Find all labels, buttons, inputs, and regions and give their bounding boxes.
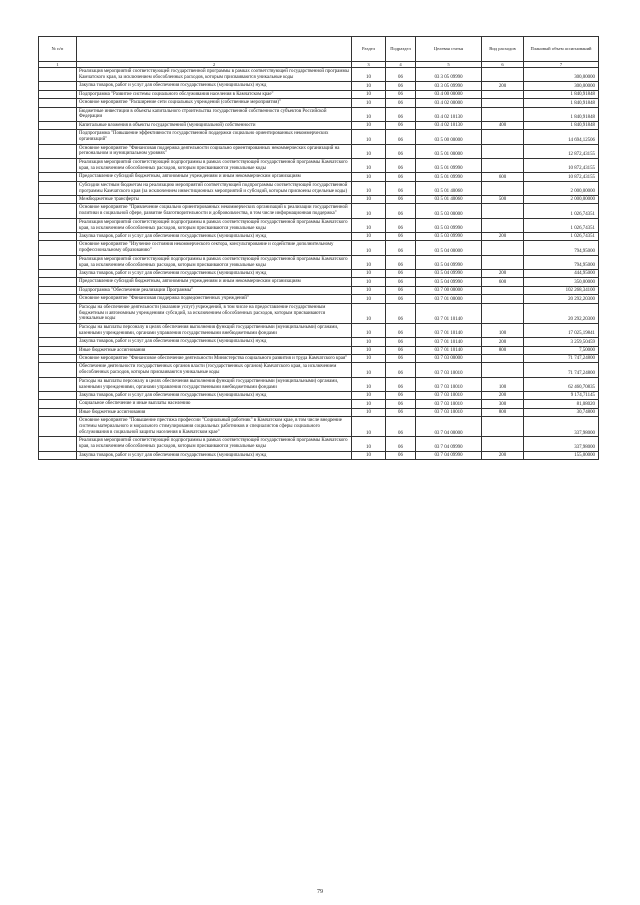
row-target-article-cell: 03 7 03 00000: [416, 354, 482, 362]
row-name-cell: Реализация мероприятий соответствующей подпрограммы в рамках соответствующей государственной программы Камчатского края, за исключением обособленных расходов, которым присваиваются уникальные коды: [77, 158, 352, 172]
header-razdel: Раздел: [352, 37, 386, 62]
row-section-cell: 10: [352, 437, 386, 451]
row-section-cell: 10: [352, 295, 386, 303]
table-row: [39, 278, 599, 286]
table-row: [39, 400, 599, 408]
row-amount-cell: 1 840,91848: [524, 121, 599, 129]
row-expense-type-cell: [482, 417, 524, 437]
row-target-article-cell: 03 5 01 09990: [416, 173, 482, 181]
row-amount-cell: 71 747,24800: [524, 363, 599, 377]
row-section-cell: 10: [352, 303, 386, 323]
row-amount-cell: 9 174,71145: [524, 391, 599, 399]
column-number: 2: [77, 62, 352, 68]
row-subsection-cell: 06: [386, 346, 416, 354]
row-section-cell: 10: [352, 99, 386, 107]
row-target-article-cell: 03 5 00 00000: [416, 130, 482, 144]
row-number-cell: [39, 218, 77, 232]
row-subsection-cell: 06: [386, 278, 416, 286]
row-name-cell: Закупка товаров, работ и услуг для обеспечения государственных (муниципальных) нужд: [77, 232, 352, 240]
row-number-cell: [39, 204, 77, 218]
row-expense-type-cell: 500: [482, 195, 524, 203]
row-expense-type-cell: 300: [482, 400, 524, 408]
table-row: [39, 130, 599, 144]
row-expense-type-cell: [482, 68, 524, 82]
row-number-cell: [39, 286, 77, 294]
row-name-cell: Иные бюджетные ассигнования: [77, 408, 352, 416]
budget-allocation-table: [38, 36, 599, 460]
row-subsection-cell: 06: [386, 338, 416, 346]
row-number-cell: [39, 173, 77, 181]
row-section-cell: 10: [352, 377, 386, 391]
row-number-cell: [39, 278, 77, 286]
row-name-cell: Основное мероприятие "Привлечение социально ориентированных некоммерческих организаций к реализации государственной политики в социальной сфере, развитие благотворительности и добровольчества, в том числе информационная поддержка": [77, 204, 352, 218]
row-amount-cell: 102 268,34100: [524, 286, 599, 294]
row-amount-cell: 10 872,43155: [524, 158, 599, 172]
row-subsection-cell: 06: [386, 363, 416, 377]
row-expense-type-cell: 200: [482, 391, 524, 399]
header-planned-amount: Плановый объем ассигнований: [524, 37, 599, 62]
row-target-article-cell: 03 7 03 10010: [416, 408, 482, 416]
row-target-article-cell: 03 4 02 00000: [416, 99, 482, 107]
row-name-cell: Подпрограмма "Повышение эффективности государственной поддержки социально ориентированных некоммерческих организаций": [77, 130, 352, 144]
row-section-cell: 10: [352, 391, 386, 399]
row-target-article-cell: 03 5 03 00000: [416, 204, 482, 218]
row-expense-type-cell: 100: [482, 323, 524, 337]
row-amount-cell: 3 259,50459: [524, 338, 599, 346]
table-row: [39, 232, 599, 240]
row-number-cell: [39, 195, 77, 203]
row-section-cell: 10: [352, 218, 386, 232]
row-subsection-cell: 06: [386, 68, 416, 82]
row-name-cell: Расходы на выплаты персоналу в целях обеспечения выполнения функций государственными (муниципальными) органами, казенными учреждениями, органами управления государственными внебюджетными фондами: [77, 323, 352, 337]
row-expense-type-cell: [482, 437, 524, 451]
row-name-cell: Основное мероприятие "Изучение состояния некоммерческого сектора, консультирование и содействие дополнительному профессиональному образованию": [77, 241, 352, 255]
row-number-cell: [39, 107, 77, 121]
row-target-article-cell: 03 7 03 10010: [416, 377, 482, 391]
row-section-cell: 10: [352, 173, 386, 181]
row-expense-type-cell: 600: [482, 173, 524, 181]
row-expense-type-cell: [482, 99, 524, 107]
table-row: [39, 417, 599, 437]
row-number-cell: [39, 82, 77, 90]
row-target-article-cell: 03 7 01 10140: [416, 323, 482, 337]
row-subsection-cell: 06: [386, 90, 416, 98]
column-number: 5: [416, 62, 482, 68]
column-number: 6: [482, 62, 524, 68]
row-subsection-cell: 06: [386, 241, 416, 255]
row-number-cell: [39, 354, 77, 362]
row-amount-cell: 2 000,00000: [524, 181, 599, 195]
row-target-article-cell: 03 4 02 10130: [416, 121, 482, 129]
row-number-cell: [39, 255, 77, 269]
row-expense-type-cell: [482, 181, 524, 195]
table-row: [39, 181, 599, 195]
row-expense-type-cell: [482, 354, 524, 362]
row-expense-type-cell: [482, 204, 524, 218]
row-section-cell: 10: [352, 68, 386, 82]
row-number-cell: [39, 90, 77, 98]
row-number-cell: [39, 363, 77, 377]
row-amount-cell: 1 840,91848: [524, 107, 599, 121]
row-target-article-cell: 03 5 01 40060: [416, 181, 482, 195]
row-subsection-cell: 06: [386, 195, 416, 203]
row-section-cell: 10: [352, 241, 386, 255]
row-expense-type-cell: 100: [482, 377, 524, 391]
table-body: [39, 68, 599, 460]
table-row: [39, 377, 599, 391]
row-amount-cell: 444,95000: [524, 269, 599, 277]
row-section-cell: 10: [352, 232, 386, 240]
row-amount-cell: 300,00000: [524, 82, 599, 90]
row-amount-cell: 1 840,91848: [524, 99, 599, 107]
row-name-cell: Реализация мероприятий соответствующей подпрограммы в рамках соответствующей государственной программы Камчатского края, за исключением обособленных расходов, которым присваиваются уникальные коды: [77, 437, 352, 451]
table-row: [39, 204, 599, 218]
row-amount-cell: 81,08020: [524, 400, 599, 408]
row-name-cell: Реализация мероприятий соответствующей подпрограммы в рамках соответствующей государственной программы Камчатского края, за исключением обособленных расходов, которым присваиваются уникальные коды: [77, 255, 352, 269]
row-expense-type-cell: 200: [482, 82, 524, 90]
row-subsection-cell: 06: [386, 99, 416, 107]
row-subsection-cell: 06: [386, 255, 416, 269]
row-name-cell: Закупка товаров, работ и услуг для обеспечения государственных (муниципальных) нужд: [77, 338, 352, 346]
row-section-cell: 10: [352, 363, 386, 377]
row-name-cell: Закупка товаров, работ и услуг для обеспечения государственных (муниципальных) нужд: [77, 269, 352, 277]
table-row: [39, 408, 599, 416]
table-row: [39, 286, 599, 294]
row-number-cell: [39, 232, 77, 240]
row-number-cell: [39, 323, 77, 337]
row-number-cell: [39, 417, 77, 437]
row-subsection-cell: 06: [386, 437, 416, 451]
row-target-article-cell: 03 4 02 10130: [416, 107, 482, 121]
row-section-cell: 10: [352, 144, 386, 158]
row-section-cell: 10: [352, 346, 386, 354]
row-section-cell: 10: [352, 338, 386, 346]
row-amount-cell: 350,00000: [524, 278, 599, 286]
row-subsection-cell: 06: [386, 218, 416, 232]
table-row: [39, 295, 599, 303]
row-expense-type-cell: [482, 241, 524, 255]
row-expense-type-cell: 400: [482, 121, 524, 129]
row-expense-type-cell: 200: [482, 269, 524, 277]
row-name-cell: Закупка товаров, работ и услуг для обеспечения государственных (муниципальных) нужд: [77, 82, 352, 90]
row-target-article-cell: 03 7 04 00000: [416, 417, 482, 437]
row-subsection-cell: 06: [386, 400, 416, 408]
row-subsection-cell: 06: [386, 82, 416, 90]
table-header-row: [39, 37, 599, 62]
row-target-article-cell: 03 5 01 00000: [416, 144, 482, 158]
row-subsection-cell: 06: [386, 377, 416, 391]
row-amount-cell: 337,98000: [524, 437, 599, 451]
row-expense-type-cell: [482, 303, 524, 323]
row-subsection-cell: 06: [386, 417, 416, 437]
row-number-cell: [39, 346, 77, 354]
row-name-cell: Закупка товаров, работ и услуг для обеспечения государственных (муниципальных) нужд: [77, 451, 352, 459]
header-target-article: Целевая статья: [416, 37, 482, 62]
row-target-article-cell: 03 7 04 09990: [416, 451, 482, 459]
row-amount-cell: 14 694,12506: [524, 130, 599, 144]
row-expense-type-cell: [482, 130, 524, 144]
row-subsection-cell: 06: [386, 204, 416, 218]
row-name-cell: Реализация мероприятий соответствующей подпрограммы в рамках соответствующей государственной программы Камчатского края, за исключением обособленных расходов, которым присваиваются уникальные коды: [77, 218, 352, 232]
row-amount-cell: 1 840,91848: [524, 90, 599, 98]
row-expense-type-cell: [482, 286, 524, 294]
row-number-cell: [39, 400, 77, 408]
header-num: № п/п: [39, 37, 77, 62]
row-target-article-cell: 03 7 03 10010: [416, 400, 482, 408]
row-section-cell: 10: [352, 107, 386, 121]
row-amount-cell: 337,98000: [524, 417, 599, 437]
row-name-cell: Основное мероприятие "Финансовая поддержка подведомственных учреждений": [77, 295, 352, 303]
row-name-cell: Подпрограмма "Обеспечение реализации Программы": [77, 286, 352, 294]
row-target-article-cell: 03 3 05 09990: [416, 68, 482, 82]
row-subsection-cell: 06: [386, 181, 416, 195]
row-name-cell: Основное мероприятие "Финансовое обеспечение деятельности Министерства социального развития и труда Камчатского края": [77, 354, 352, 362]
row-subsection-cell: 06: [386, 286, 416, 294]
row-section-cell: 10: [352, 354, 386, 362]
row-expense-type-cell: 800: [482, 408, 524, 416]
row-expense-type-cell: [482, 144, 524, 158]
row-expense-type-cell: [482, 255, 524, 269]
row-target-article-cell: 03 7 03 10010: [416, 363, 482, 377]
row-section-cell: 10: [352, 417, 386, 437]
row-expense-type-cell: [482, 218, 524, 232]
row-subsection-cell: 06: [386, 158, 416, 172]
header-podrazdel: Подраздел: [386, 37, 416, 62]
row-number-cell: [39, 377, 77, 391]
row-name-cell: Расходы на обеспечение деятельности (оказание услуг) учреждений, в том числе на предоставление государственным бюджетным и автономным учреждениям субсидий, за исключением обособленных расходов, которым присваиваются уникальные коды: [77, 303, 352, 323]
row-amount-cell: 794,95000: [524, 241, 599, 255]
row-amount-cell: 1 026,74351: [524, 204, 599, 218]
row-expense-type-cell: 800: [482, 346, 524, 354]
table-row: [39, 173, 599, 181]
row-number-cell: [39, 158, 77, 172]
row-target-article-cell: 03 5 01 40060: [416, 195, 482, 203]
row-subsection-cell: 06: [386, 354, 416, 362]
row-subsection-cell: 06: [386, 121, 416, 129]
row-name-cell: Предоставление субсидий бюджетным, автономным учреждениям и иным некоммерческим организациям: [77, 173, 352, 181]
table-row: [39, 354, 599, 362]
row-subsection-cell: 06: [386, 269, 416, 277]
table-row: [39, 218, 599, 232]
row-amount-cell: 1 026,74351: [524, 232, 599, 240]
table-row: [39, 363, 599, 377]
row-expense-type-cell: 200: [482, 232, 524, 240]
table-row: [39, 82, 599, 90]
row-expense-type-cell: 200: [482, 338, 524, 346]
row-target-article-cell: 03 7 01 10140: [416, 303, 482, 323]
row-name-cell: Реализация мероприятий соответствующей государственной программы в рамках соответствующей государственной программы Камчатского края, за исключением обособленных расходов, которым присваиваются уникальные коды: [77, 68, 352, 82]
row-name-cell: Иные бюджетные ассигнования: [77, 346, 352, 354]
row-target-article-cell: 03 7 01 10140: [416, 338, 482, 346]
table-row: [39, 121, 599, 129]
row-section-cell: 10: [352, 82, 386, 90]
row-number-cell: [39, 295, 77, 303]
row-section-cell: 10: [352, 278, 386, 286]
row-name-cell: Предоставление субсидий бюджетным, автономным учреждениям и иным некоммерческим организациям: [77, 278, 352, 286]
row-subsection-cell: 06: [386, 303, 416, 323]
table-row: [39, 144, 599, 158]
row-amount-cell: 1 026,74351: [524, 218, 599, 232]
row-subsection-cell: 06: [386, 144, 416, 158]
row-amount-cell: 20 292,20300: [524, 303, 599, 323]
row-number-cell: [39, 408, 77, 416]
row-section-cell: 10: [352, 158, 386, 172]
row-number-cell: [39, 269, 77, 277]
row-subsection-cell: 06: [386, 232, 416, 240]
row-section-cell: 10: [352, 451, 386, 459]
row-number-cell: [39, 121, 77, 129]
row-amount-cell: 20 292,20300: [524, 295, 599, 303]
row-section-cell: 10: [352, 121, 386, 129]
row-number-cell: [39, 99, 77, 107]
row-subsection-cell: 06: [386, 323, 416, 337]
row-name-cell: Бюджетные инвестиции в объекты капитального строительства государственной собственности субъектов Российской Федерации: [77, 107, 352, 121]
row-amount-cell: 12 872,43155: [524, 144, 599, 158]
row-amount-cell: 2 000,00000: [524, 195, 599, 203]
row-subsection-cell: 06: [386, 130, 416, 144]
row-target-article-cell: 03 5 04 09990: [416, 278, 482, 286]
row-expense-type-cell: [482, 107, 524, 121]
row-name-cell: Обеспечение деятельности государственных органов власти (государственных органов) Камчатского края, за исключением обособленных расходов, которым присваиваются уникальные коды: [77, 363, 352, 377]
table-row: [39, 269, 599, 277]
row-number-cell: [39, 303, 77, 323]
row-target-article-cell: 03 7 01 10140: [416, 346, 482, 354]
column-number: 7: [524, 62, 599, 68]
table-row: [39, 437, 599, 451]
row-target-article-cell: 03 7 00 00000: [416, 286, 482, 294]
row-expense-type-cell: 600: [482, 278, 524, 286]
row-subsection-cell: 06: [386, 391, 416, 399]
row-name-cell: Капитальные вложения в объекты государственной (муниципальной) собственности: [77, 121, 352, 129]
header-expense-type: Вид расходов: [482, 37, 524, 62]
row-expense-type-cell: [482, 363, 524, 377]
row-section-cell: 10: [352, 400, 386, 408]
row-number-cell: [39, 68, 77, 82]
row-expense-type-cell: [482, 158, 524, 172]
row-subsection-cell: 06: [386, 451, 416, 459]
row-amount-cell: 30,74800: [524, 408, 599, 416]
table-row: [39, 346, 599, 354]
budget-table-page: [38, 36, 598, 460]
row-section-cell: 10: [352, 204, 386, 218]
table-row: [39, 338, 599, 346]
row-number-cell: [39, 437, 77, 451]
row-name-cell: Межбюджетные трансферты: [77, 195, 352, 203]
row-expense-type-cell: 200: [482, 451, 524, 459]
row-target-article-cell: 03 5 04 09990: [416, 255, 482, 269]
header-name: [77, 37, 352, 62]
row-target-article-cell: 03 4 00 00000: [416, 90, 482, 98]
row-target-article-cell: 03 5 01 09990: [416, 158, 482, 172]
row-amount-cell: 794,95000: [524, 255, 599, 269]
row-section-cell: 10: [352, 181, 386, 195]
row-section-cell: 10: [352, 130, 386, 144]
row-name-cell: Субсидии местным бюджетам на реализацию мероприятий соответствующей подпрограммы соответствующей государственной программы Камчатского края (за исключением инвестиционных мероприятий и субсидий, которым присвоены отдельные коды): [77, 181, 352, 195]
row-amount-cell: 300,00000: [524, 68, 599, 82]
row-number-cell: [39, 391, 77, 399]
row-target-article-cell: 03 5 03 09990: [416, 232, 482, 240]
row-target-article-cell: 03 3 05 09990: [416, 82, 482, 90]
row-section-cell: 10: [352, 269, 386, 277]
row-section-cell: 10: [352, 90, 386, 98]
row-section-cell: 10: [352, 286, 386, 294]
row-target-article-cell: 03 5 03 09990: [416, 218, 482, 232]
row-target-article-cell: 03 5 04 00000: [416, 241, 482, 255]
row-subsection-cell: 06: [386, 107, 416, 121]
page-number: 79: [317, 889, 323, 895]
row-expense-type-cell: [482, 90, 524, 98]
row-subsection-cell: 06: [386, 173, 416, 181]
row-name-cell: Закупка товаров, работ и услуг для обеспечения государственных (муниципальных) нужд: [77, 391, 352, 399]
table-row: [39, 107, 599, 121]
row-target-article-cell: 03 5 04 09990: [416, 269, 482, 277]
row-number-cell: [39, 130, 77, 144]
table-row: [39, 195, 599, 203]
table-row: [39, 241, 599, 255]
column-number: 1: [39, 62, 77, 68]
table-row: [39, 323, 599, 337]
table-row: [39, 90, 599, 98]
row-amount-cell: 62 460,70835: [524, 377, 599, 391]
column-number: 3: [352, 62, 386, 68]
column-number: 4: [386, 62, 416, 68]
row-expense-type-cell: [482, 295, 524, 303]
row-number-cell: [39, 144, 77, 158]
table-row: [39, 99, 599, 107]
row-number-cell: [39, 181, 77, 195]
table-row: [39, 158, 599, 172]
row-name-cell: Основное мероприятие "Расширение сети социальных учреждений (собственные мероприятия)": [77, 99, 352, 107]
row-target-article-cell: 03 7 04 09990: [416, 437, 482, 451]
row-name-cell: Расходы на выплаты персоналу в целях обеспечения выполнения функций государственными (муниципальными) органами, казенными учреждениями, органами управления государственными внебюджетными фондами: [77, 377, 352, 391]
table-row: [39, 451, 599, 459]
table-row: [39, 68, 599, 82]
row-subsection-cell: 06: [386, 408, 416, 416]
row-name-cell: Основное мероприятие "Финансовая поддержка деятельности социально ориентированных некоммерческих организаций на региональном и муниципальном уровнях": [77, 144, 352, 158]
row-amount-cell: 7,50000: [524, 346, 599, 354]
row-name-cell: Подпрограмма "Развитие системы социального обслуживания населения в Камчатском крае": [77, 90, 352, 98]
table-row: [39, 303, 599, 323]
row-target-article-cell: 03 7 03 10010: [416, 391, 482, 399]
row-number-cell: [39, 451, 77, 459]
row-section-cell: 10: [352, 255, 386, 269]
row-section-cell: 10: [352, 408, 386, 416]
row-amount-cell: 17 025,19841: [524, 323, 599, 337]
row-section-cell: 10: [352, 323, 386, 337]
row-name-cell: Социальное обеспечение и иные выплаты населению: [77, 400, 352, 408]
row-number-cell: [39, 338, 77, 346]
row-section-cell: 10: [352, 195, 386, 203]
row-amount-cell: 71 747,24800: [524, 354, 599, 362]
row-name-cell: Основное мероприятие "Повышение престижа профессии "Социальный работник" в Камчатском крае, в том числе внедрение системы материального и морального стимулирования социальных работников и специалистов сферы социального обслуживания в социальной защиты населения в Камчатском крае": [77, 417, 352, 437]
row-subsection-cell: 06: [386, 295, 416, 303]
row-target-article-cell: 03 7 01 00000: [416, 295, 482, 303]
table-row: [39, 255, 599, 269]
row-number-cell: [39, 241, 77, 255]
row-amount-cell: 155,00000: [524, 451, 599, 459]
row-amount-cell: 10 872,43155: [524, 173, 599, 181]
table-row: [39, 391, 599, 399]
